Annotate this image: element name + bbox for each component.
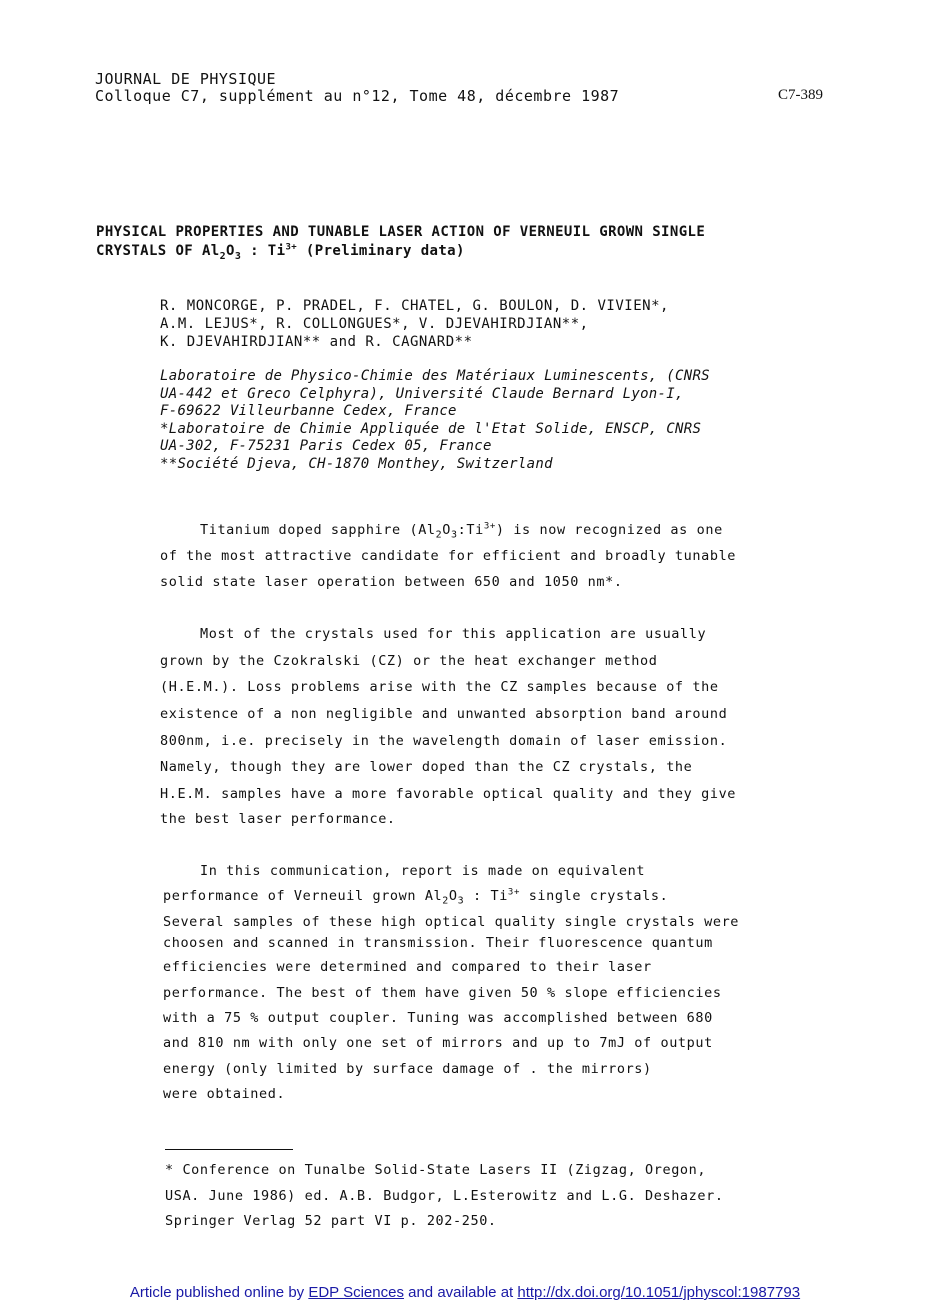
page-number: C7-389	[778, 87, 823, 103]
para1-line-1: Titanium doped sapphire $(Al_2O_3:Ti^{3+})$ is now recognized as one	[200, 521, 723, 541]
colloque-info: Colloque C7, supplément au n°12, Tome 48, décembre 1987	[95, 87, 620, 105]
authors-line-3: K. DJEVAHIRDJIAN** and R. CAGNARD**	[160, 334, 473, 350]
para3-line-8: and 810 nm with only one set of mirrors and up to 7mJ of output	[163, 1035, 713, 1051]
para1-line-2: of the most attractive candidate for efficient and broadly tunable	[160, 548, 737, 564]
para3-line-2: performance of Verneuil grown $Al_2O_3$ : $Ti^{3+}$ single crystals.	[163, 887, 669, 907]
affiliation-line-3: F-69622 Villeurbanne Cedex, France	[160, 403, 457, 419]
para3-line-3: Several samples of these high optical quality single crystals were	[163, 914, 740, 930]
para3-line-10: were obtained.	[163, 1086, 286, 1102]
para3-line-5: efficiencies were determined and compared to their laser	[163, 959, 652, 975]
footnote-line-2: USA. June 1986) ed. A.B. Budgor, L.Esterowitz and L.G. Deshazer.	[165, 1188, 724, 1204]
para3-line-7: with a 75 % output coupler. Tuning was accomplished between 680	[163, 1010, 713, 1026]
publisher-footer	[0, 1284, 930, 1301]
affiliation-line-6: **Société Djeva, CH-1870 Monthey, Switzerland	[160, 456, 553, 472]
para3-line-4: choosen and scanned in transmission. Their fluorescence quantum	[163, 935, 713, 951]
authors-line-2: A.M. LEJUS*, R. COLLONGUES*, V. DJEVAHIRDJIAN**,	[160, 316, 589, 332]
journal-name: JOURNAL DE PHYSIQUE	[95, 70, 277, 88]
footnote-rule	[165, 1149, 293, 1150]
paper-title-line-2: CRYSTALS OF $Al_2O_3$ : $Ti^{3+}$ (Preliminary data)	[96, 242, 465, 262]
para1-line-3: solid state laser operation between 650 and 1050 nm*.	[160, 574, 623, 590]
para2-line-8: the best laser performance.	[160, 811, 396, 827]
authors-line-1: R. MONCORGE, P. PRADEL, F. CHATEL, G. BOULON, D. VIVIEN*,	[160, 298, 669, 314]
affiliation-line-1: Laboratoire de Physico-Chimie des Matériaux Luminescents, (CNRS	[160, 368, 710, 384]
para2-line-4: existence of a non negligible and unwanted absorption band around	[160, 706, 728, 722]
doi-link[interactable]: http://dx.doi.org/10.1051/jphyscol:1987793	[517, 1284, 801, 1301]
para2-line-5: 800nm, i.e. precisely in the wavelength domain of laser emission.	[160, 733, 728, 749]
para2-line-3: (H.E.M.). Loss problems arise with the CZ samples because of the	[160, 679, 719, 695]
paper-title-line-1: PHYSICAL PROPERTIES AND TUNABLE LASER ACTION OF VERNEUIL GROWN SINGLE	[96, 224, 706, 240]
footer-middle: and available at	[403, 1284, 518, 1301]
para3-line-1: In this communication, report is made on equivalent	[200, 863, 646, 879]
affiliation-line-5: UA-302, F-75231 Paris Cedex 05, France	[160, 438, 492, 454]
para2-line-1: Most of the crystals used for this application are usually	[200, 626, 707, 642]
para2-line-6: Namely, though they are lower doped than the CZ crystals, the	[160, 759, 693, 775]
edp-sciences-link[interactable]: EDP Sciences	[308, 1284, 404, 1301]
footnote-line-3: Springer Verlag 52 part VI p. 202-250.	[165, 1213, 497, 1229]
para3-line-6: performance. The best of them have given 50 % slope efficiencies	[163, 985, 722, 1001]
para3-line-9: energy (only limited by surface damage of . the mirrors)	[163, 1061, 652, 1077]
para2-line-2: grown by the Czokralski (CZ) or the heat exchanger method	[160, 653, 658, 669]
para2-line-7: H.E.M. samples have a more favorable optical quality and they give	[160, 786, 737, 802]
footer-prefix: Article published online by	[129, 1284, 309, 1301]
affiliation-line-4: *Laboratoire de Chimie Appliquée de l'Etat Solide, ENSCP, CNRS	[160, 421, 702, 437]
affiliation-line-2: UA-442 et Greco Celphyra), Université Claude Bernard Lyon-I,	[160, 386, 684, 402]
footnote-line-1: * Conference on Tunalbe Solid-State Lasers II (Zigzag, Oregon,	[165, 1162, 707, 1178]
